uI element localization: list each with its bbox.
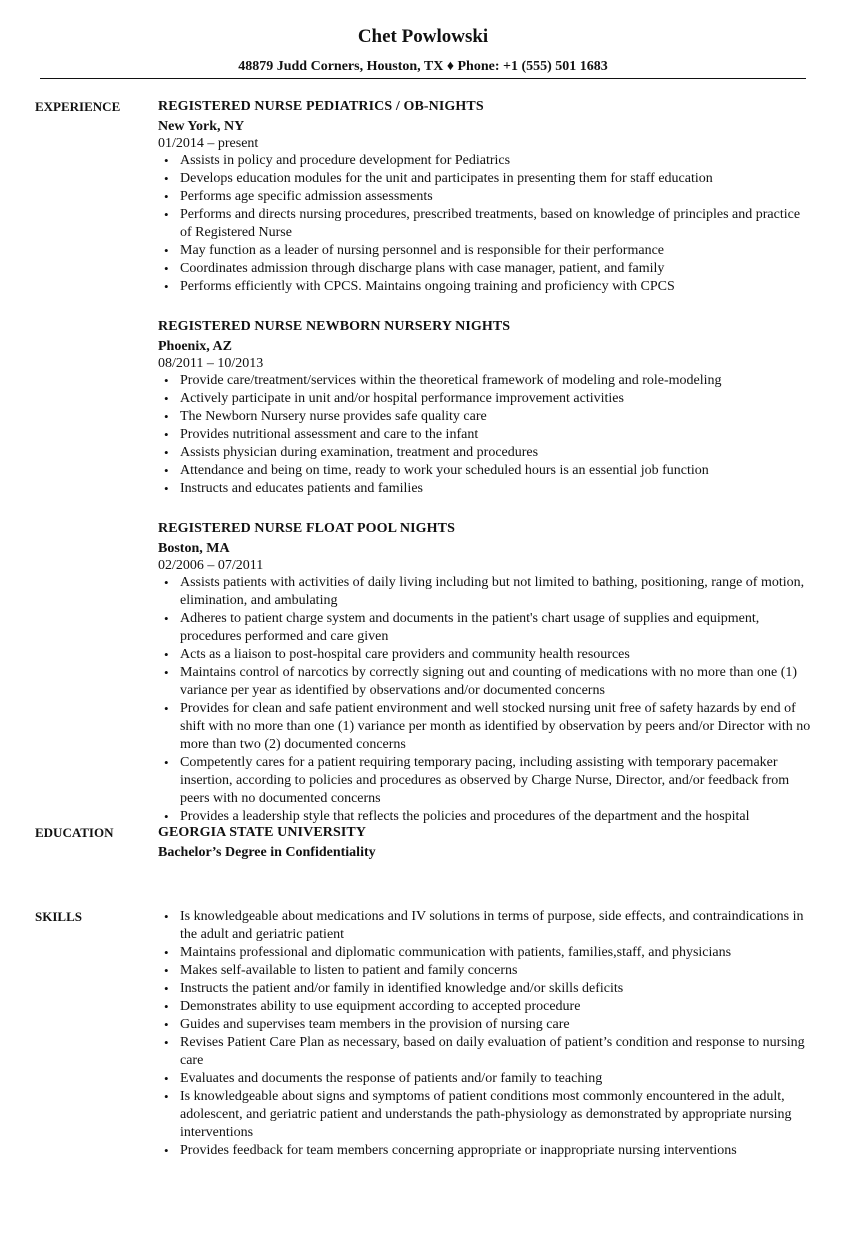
skills-entry [158,908,814,1160]
list-item: • Is knowledgeable about medications and IV solutions in terms of purpose, side effects, and contraindications in the adult and geriatric patient [158,908,814,944]
contact-line: 48879 Judd Corners, Houston, TX ♦ Phone: +1 (555) 501 1683 [238,59,608,74]
job-dates: 01/2014 – present [158,136,259,151]
list-item: • Performs age specific admission assessments [158,188,814,206]
job-dates: 08/2011 – 10/2013 [158,356,264,371]
list-item: • Actively participate in unit and/or hospital performance improvement activities [158,390,814,408]
candidate-name: Chet Powlowski [357,26,489,47]
job-dates: 02/2006 – 07/2011 [158,558,264,573]
job-duties-list [158,152,814,296]
list-item: • Provide care/treatment/services within the theoretical framework of modeling and role-modeling [158,372,814,390]
list-item: • Provides feedback for team members concerning appropriate or inappropriate nursing interventions [158,1142,814,1160]
job-location: Phoenix, AZ [158,339,232,354]
job-entry [158,318,814,498]
job-title: REGISTERED NURSE NEWBORN NURSERY NIGHTS [158,319,511,334]
list-item: • Guides and supervises team members in the provision of nursing care [158,1016,814,1034]
list-item: • Provides a leadership style that reflects the policies and procedures of the department and the hospital [158,808,814,826]
section-label-education: EDUCATION [35,825,114,840]
list-item: • Evaluates and documents the response of patients and/or family to teaching [158,1070,814,1088]
list-item: • Is knowledgeable about signs and symptoms of patient conditions most commonly encountered in the adult, adolescent, and geriatric patient and understands the path-physiology as demonstrated by appropriate nursing interventions [158,1088,814,1142]
list-item: • Develops education modules for the unit and participates in presenting them for staff education [158,170,814,188]
list-item: • Maintains professional and diplomatic communication with patients, families,staff, and physicians [158,944,814,962]
list-item: • Maintains control of narcotics by correctly signing out and counting of medications with no more than one (1) variance per year as identified by observations and/or documented concerns [158,664,814,700]
list-item: • Revises Patient Care Plan as necessary, based on daily evaluation of patient’s condition and response to nursing care [158,1034,814,1070]
list-item: • Instructs and educates patients and families [158,480,814,498]
job-duties-list [158,372,814,498]
job-duties-list [158,574,814,826]
list-item: • Coordinates admission through discharge plans with case manager, patient, and family [158,260,814,278]
section-label-skills: SKILLS [35,909,82,924]
header-divider [40,78,806,79]
list-item: • Performs efficiently with CPCS. Maintains ongoing training and proficiency with CPCS [158,278,814,296]
list-item: • The Newborn Nursery nurse provides safe quality care [158,408,814,426]
job-location: New York, NY [158,119,245,134]
degree-name: Bachelor’s Degree in Confidentiality [158,845,376,860]
list-item: • Assists physician during examination, treatment and procedures [158,444,814,462]
job-location: Boston, MA [158,541,230,556]
list-item: • Performs and directs nursing procedures, prescribed treatments, based on knowledge of principles and practice of Registered Nurse [158,206,814,242]
section-label-experience: EXPERIENCE [35,99,121,114]
list-item: • Adheres to patient charge system and documents in the patient's chart usage of supplies and equipment, procedures performed and care given [158,610,814,646]
job-title: REGISTERED NURSE PEDIATRICS / OB-NIGHTS [158,99,484,114]
list-item: • Acts as a liaison to post-hospital care providers and community health resources [158,646,814,664]
job-entry [158,520,814,826]
list-item: • Attendance and being on time, ready to work your scheduled hours is an essential job function [158,462,814,480]
list-item: • Demonstrates ability to use equipment according to accepted procedure [158,998,814,1016]
education-entry [158,824,814,862]
list-item: • May function as a leader of nursing personnel and is responsible for their performance [158,242,814,260]
school-name: GEORGIA STATE UNIVERSITY [158,825,367,840]
skills-list [158,908,814,1160]
job-title: REGISTERED NURSE FLOAT POOL NIGHTS [158,521,455,536]
list-item: • Makes self-available to listen to patient and family concerns [158,962,814,980]
list-item: • Provides nutritional assessment and care to the infant [158,426,814,444]
list-item: • Competently cares for a patient requiring temporary pacing, including assisting with temporary pacemaker insertion, according to policies and procedures as observed by Charge Nurse, Director, and/or feedback from peers with no documented concerns [158,754,814,808]
list-item: • Instructs the patient and/or family in identified knowledge and/or skills deficits [158,980,814,998]
list-item: • Assists patients with activities of daily living including but not limited to bathing, positioning, range of motion, elimination, and ambulating [158,574,814,610]
list-item: • Provides for clean and safe patient environment and well stocked nursing unit free of safety hazards by end of shift with no more than one (1) variance per month as identified by observation by peers and/or Director with no more than two (2) documented concerns [158,700,814,754]
job-entry [158,98,814,296]
list-item: • Assists in policy and procedure development for Pediatrics [158,152,814,170]
